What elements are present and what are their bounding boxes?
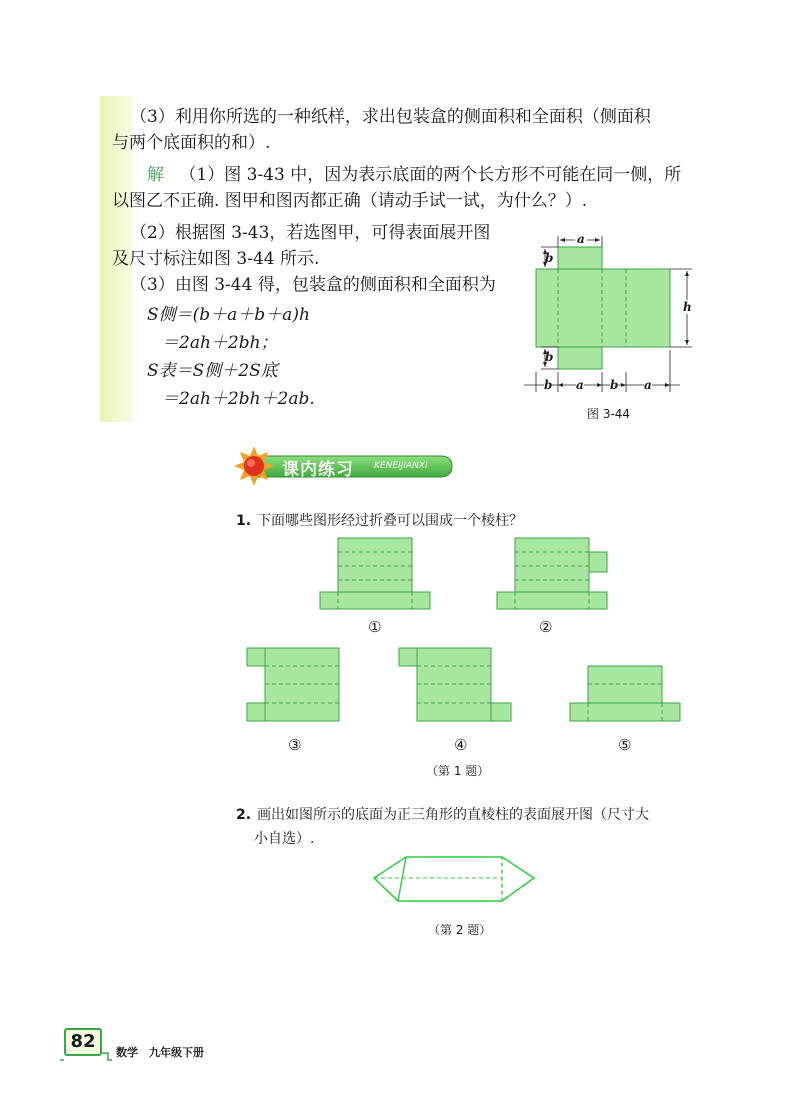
- question-1-caption: （第 1 题）: [426, 764, 490, 778]
- q1-label-4: ④: [454, 736, 468, 754]
- book-title: 数学 九年级下册: [116, 1046, 204, 1059]
- formula-total: S表＝S侧＋2S底: [147, 361, 278, 381]
- question-2-caption: （第 2 题）: [428, 923, 492, 937]
- page-number: 82: [64, 1028, 102, 1056]
- question-2-number: 2.: [236, 807, 252, 823]
- question-2-text: 画出如图所示的底面为正三角形的直棱柱的表面展开图（尺寸大: [257, 807, 650, 823]
- fig344-label-b-lower: b: [545, 350, 554, 364]
- question-1-number: 1.: [236, 513, 252, 529]
- fig344-label-b-bottom1: b: [544, 378, 553, 392]
- exercise-banner-pinyin: KENEIJIANXI: [374, 461, 428, 471]
- formula-total-result: ＝2ah＋2bh＋2ab.: [162, 389, 315, 409]
- formula-lateral-result: ＝2ah＋2bh；: [162, 333, 278, 353]
- q1-label-2: ②: [539, 618, 553, 636]
- figure-3-44-caption: 图 3-44: [587, 407, 631, 421]
- fig344-label-b-upper: b: [545, 251, 554, 265]
- formula-lateral: S侧＝(b＋a＋b＋a)h: [147, 305, 310, 325]
- fig344-label-a-top: a: [577, 232, 585, 246]
- fig344-label-h: h: [683, 300, 692, 314]
- answer1-text: （1）图 3-43 中，因为表示底面的两个长方形不可能在同一侧，所: [179, 165, 682, 185]
- part3-question-line2: 与两个底面积的和）.: [112, 133, 271, 153]
- q1-label-1: ①: [368, 618, 382, 636]
- answer3-line1: （3）由图 3-44 得，包装盒的侧面积和全面积为: [130, 275, 496, 295]
- q1-label-3: ③: [288, 736, 302, 754]
- question-2-line2: 小自选）.: [254, 831, 315, 847]
- part3-question-line1: （3）利用你所选的一种纸样，求出包装盒的侧面积和全面积（侧面积: [130, 107, 651, 127]
- fig344-label-a-bottom1: a: [576, 378, 584, 392]
- q1-label-5: ⑤: [618, 736, 632, 754]
- exercise-banner-title: 课内练习: [282, 460, 354, 480]
- fig344-label-a-bottom2: a: [644, 378, 652, 392]
- fig344-label-b-bottom2: b: [610, 378, 619, 392]
- question-1-text: 下面哪些图形经过折叠可以围成一个棱柱？: [257, 513, 524, 529]
- answer2-line2: 及尺寸标注如图 3-44 所示.: [112, 249, 320, 269]
- answer1-line2: 以图乙不正确. 图甲和图丙都正确（请动手试一试，为什么？）.: [112, 191, 588, 211]
- answer2-line1: （2）根据图 3-43，若选图甲，可得表面展开图: [130, 223, 491, 243]
- jie-label: 解: [147, 165, 164, 185]
